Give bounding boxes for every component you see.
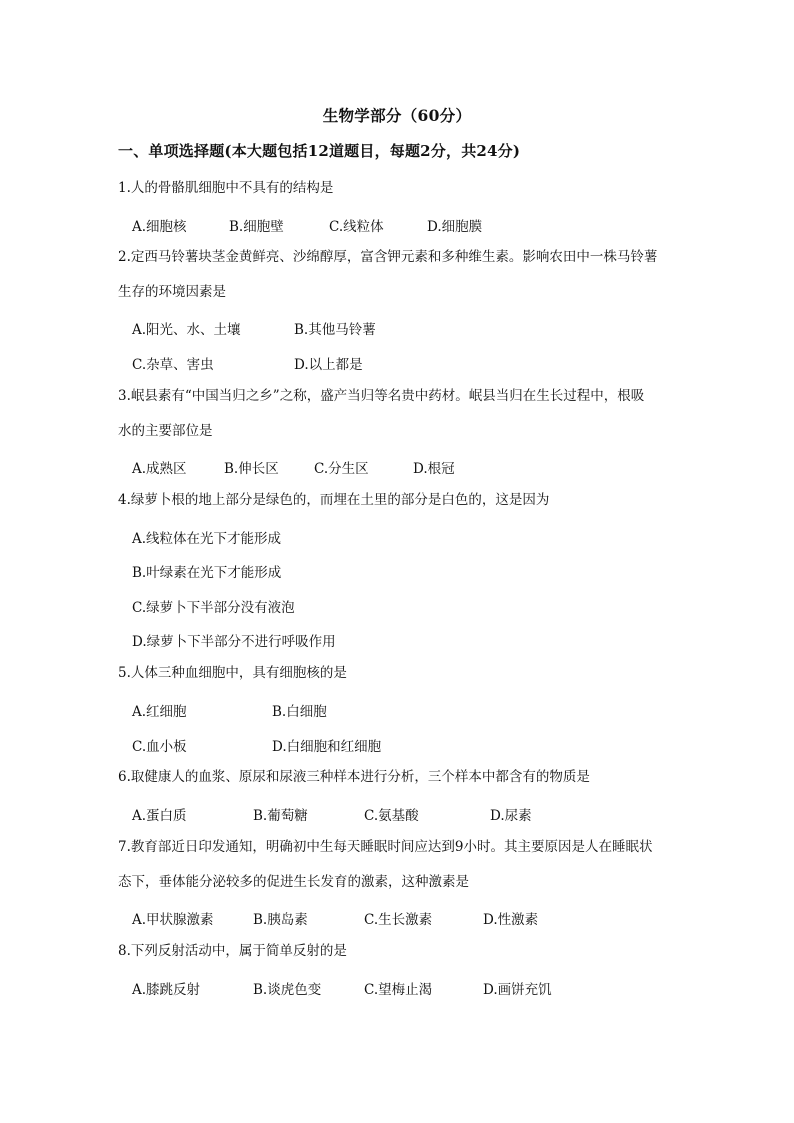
question-text: 取健康人的血浆、原尿和尿液三种样本进行分析，三个样本中都含有的物质是: [130, 769, 590, 785]
question-text: 定西马铃薯块茎金黄鲜亮、沙绵醇厚，富含钾元素和多种维生素。影响农田中一株马铃薯: [130, 249, 658, 265]
option-d: D.尿素: [490, 808, 532, 824]
question-6: [118, 760, 678, 795]
question-1-line-1: [118, 171, 678, 206]
question-2-line-2: 生存的环境因素是: [118, 283, 226, 300]
question-number: 1.: [118, 180, 131, 196]
option-c: C.望梅止渴: [364, 982, 433, 998]
question-3-line-2: 水的主要部位是: [118, 422, 213, 439]
question-number: 4.: [118, 492, 131, 508]
option-c: C.绿萝卜下半部分没有液泡: [132, 600, 295, 616]
question-5-line-1: [118, 656, 678, 691]
option-c: C.氨基酸: [364, 808, 419, 824]
question-8: [118, 934, 678, 969]
option-c: C.线粒体: [329, 219, 384, 235]
question-text: 人的骨骼肌细胞中不具有的结构是: [130, 180, 334, 196]
question-4: [118, 483, 678, 518]
question-text: 下列反射活动中，属于简单反射的是: [130, 943, 347, 959]
page-title: 生物学部分（60分）: [322, 106, 472, 125]
question-text: 教育部近日印发通知，明确初中生每天睡眠时间应达到9小时。其主要原因是人在睡眠状: [130, 839, 653, 855]
option-c: C.生长激素: [364, 912, 433, 928]
option-a: A.蛋白质: [132, 808, 187, 824]
option-b: B.胰岛素: [253, 912, 308, 928]
question-text: 人体三种血细胞中，具有细胞核的是: [130, 665, 347, 681]
option-d: D.白细胞和红细胞: [272, 739, 382, 755]
question-2-line-1: [118, 240, 678, 275]
question-8-line-1: [118, 934, 678, 969]
option-b: B.葡萄糖: [253, 808, 308, 824]
question-7: [118, 830, 678, 899]
option-b: B.伸长区: [224, 461, 279, 477]
section-heading: 一、单项选择题(本大题包括12道题目，每题2分，共24分): [118, 142, 521, 160]
question-text: 绿萝卜根的地上部分是绿色的，而埋在土里的部分是白色的，这是因为: [130, 492, 550, 508]
option-c: C.分生区: [314, 461, 369, 477]
option-a: A.细胞核: [132, 219, 187, 235]
option-a: A.成熟区: [132, 461, 187, 477]
option-a: A.红细胞: [132, 704, 187, 720]
option-a: A.阳光、水、土壤: [132, 322, 241, 338]
option-c: C.杂草、害虫: [132, 357, 214, 373]
option-d: D.绿萝卜下半部分不进行呼吸作用: [132, 634, 336, 650]
option-d: D.根冠: [413, 461, 455, 477]
option-b: B.叶绿素在光下才能形成: [132, 565, 282, 581]
question-3-line-1: [118, 379, 678, 414]
option-b: B.白细胞: [272, 704, 327, 720]
option-b: B.细胞壁: [229, 219, 284, 235]
option-d: D.以上都是: [294, 357, 363, 373]
option-d: D.细胞膜: [427, 219, 483, 235]
option-b: B.其他马铃薯: [294, 322, 376, 338]
question-text: 岷县素有“中国当归之乡”之称，盛产当归等名贵中药材。岷县当归在生长过程中，根吸: [130, 388, 645, 404]
question-number: 2.: [118, 249, 131, 265]
option-d: D.性激素: [483, 912, 539, 928]
option-c: C.血小板: [132, 739, 187, 755]
question-number: 8.: [118, 943, 131, 959]
question-2: [118, 240, 678, 309]
question-3: [118, 379, 678, 448]
question-5: [118, 656, 678, 691]
question-7-line-2: 态下，垂体能分泌较多的促进生长发育的激素，这种激素是: [118, 873, 469, 890]
question-7-line-1: [118, 830, 678, 865]
option-b: B.谈虎色变: [253, 982, 322, 998]
question-1: [118, 171, 678, 206]
option-d: D.画饼充饥: [483, 982, 552, 998]
question-6-line-1: [118, 760, 678, 795]
option-a: A.线粒体在光下才能形成: [132, 531, 282, 547]
option-a: A.甲状腺激素: [132, 912, 214, 928]
question-number: 6.: [118, 769, 131, 785]
question-number: 5.: [118, 665, 131, 681]
question-number: 3.: [118, 388, 131, 404]
question-number: 7.: [118, 839, 131, 855]
option-a: A.膝跳反射: [132, 982, 201, 998]
question-4-line-1: [118, 483, 678, 518]
